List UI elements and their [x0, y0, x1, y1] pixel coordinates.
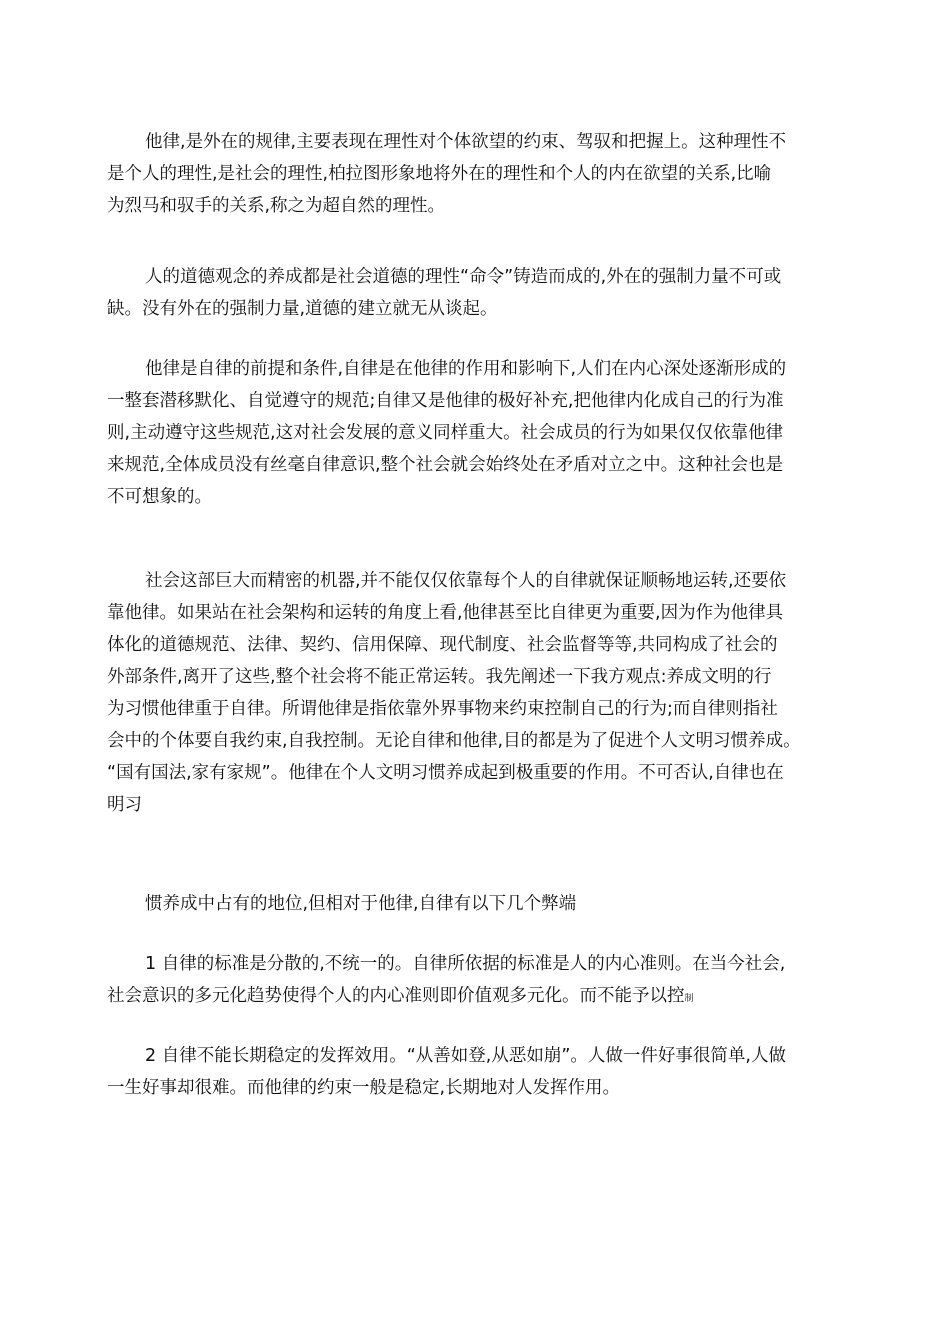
text-line-content: 社会意识的多元化趋势使得个人的内心准则即价值观多元化。而不能予以控 [107, 986, 685, 1006]
text-line: 明习 [107, 795, 142, 815]
text-line: 来规范,全体成员没有丝毫自律意识,整个社会就会始终处在矛盾对立之中。这种社会也是 [107, 455, 784, 475]
text-line: 则,主动遵守这些规范,这对社会发展的意义同样重大。社会成员的行为如果仅仅依靠他律 [107, 423, 784, 443]
paragraph-heteronomy-definition [107, 126, 851, 222]
text-line: 社会这部巨大而精密的机器,并不能仅仅依靠每个人的自律就保证顺畅地运转,还要依 [145, 571, 787, 591]
trailing-mark: 制 [684, 994, 694, 1004]
text-line: 外部条件,离开了这些,整个社会将不能正常运转。我先阐述一下我方观点:养成文明的行 [107, 667, 772, 687]
text-line: 人的道德观念的养成都是社会道德的理性“命令”铸造而成的,外在的强制力量不可或 [145, 267, 782, 287]
text-line: 他律是自律的前提和条件,自律是在他律的作用和影响下,人们在内心深处逐渐形成的 [145, 359, 787, 379]
text-line: 1 自律的标准是分散的,不统一的。自律所依据的标准是人的内心准则。在当今社会, [145, 954, 786, 974]
text-line: 2 自律不能长期稳定的发挥效用。“从善如登,从恶如崩”。人做一件好事很简单,人做 [145, 1046, 786, 1066]
paragraph-moral-formation [107, 261, 851, 325]
paragraph-point-2 [107, 1040, 851, 1104]
text-line: 为习惯他律重于自律。所谓他律是指依靠外界事物来约束控制自己的行为;而自律则指社 [107, 699, 778, 719]
paragraph-society-machine [107, 565, 851, 821]
text-line [107, 980, 851, 1015]
text-line: 缺。没有外在的强制力量,道德的建立就无从谈起。 [107, 299, 498, 319]
text-line: 惯养成中占有的地位,但相对于他律,自律有以下几个弊端 [145, 894, 577, 914]
text-line: 会中的个体要自我约束,自我控制。无论自律和他律,目的都是为了促进个人文明习惯养成。 [107, 731, 801, 751]
text-line: 为烈马和驭手的关系,称之为超自然的理性。 [107, 196, 446, 216]
paragraph-drawbacks-intro [107, 888, 851, 920]
text-line: 是个人的理性,是社会的理性,柏拉图形象地将外在的理性和个人的内在欲望的关系,比喻 [107, 164, 772, 184]
text-line: 一生好事却很难。而他律的约束一般是稳定,长期地对人发挥作用。 [107, 1078, 621, 1098]
text-line: 一整套潜移默化、自觉遵守的规范;自律又是他律的极好补充,把他律内化成自己的行为准 [107, 391, 784, 411]
paragraph-point-1 [107, 948, 851, 1015]
text-line: 他律,是外在的规律,主要表现在理性对个体欲望的约束、驾驭和把握上。这种理性不 [145, 132, 787, 152]
text-line: 不可想象的。 [107, 487, 212, 507]
text-line: 体化的道德规范、法律、契约、信用保障、现代制度、社会监督等等,共同构成了社会的 [107, 635, 778, 655]
text-line: “国有国法,家有家规”。他律在个人文明习惯养成起到极重要的作用。不可否认,自律也在 [107, 763, 784, 783]
paragraph-relationship [107, 353, 851, 513]
text-line: 靠他律。如果站在社会架构和运转的角度上看,他律甚至比自律更为重要,因为作为他律具 [107, 603, 784, 623]
